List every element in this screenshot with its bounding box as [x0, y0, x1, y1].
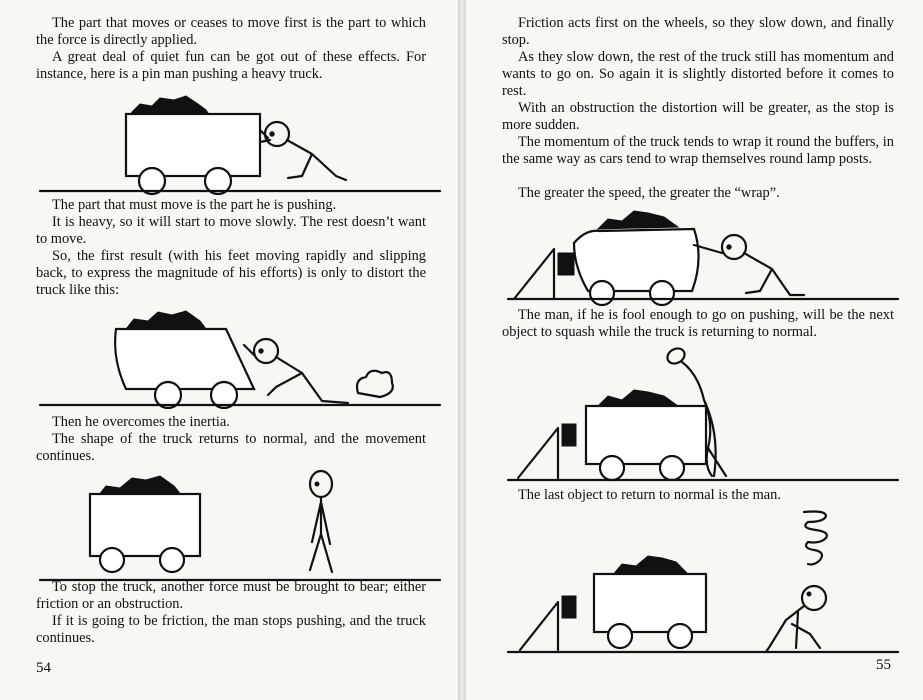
buffer-stop: [518, 428, 558, 478]
paragraph: Then he overcomes the inertia.: [52, 414, 230, 430]
man-body: [694, 245, 804, 295]
buffer: [562, 596, 576, 618]
paragraph: As they slow down, the rest of the truck still has momentum and wants to go on. So again it is slightly distorted before it comes to rest.: [502, 49, 894, 99]
illustration-man-dazed: [508, 508, 898, 654]
man-head: [265, 122, 289, 146]
truck-wheel: [650, 281, 674, 305]
paragraph: If it is going to be friction, the man stops pushing, and the truck continues.: [36, 613, 426, 646]
buffer: [558, 253, 574, 275]
page-number: 54: [36, 660, 51, 676]
truck-wheel: [600, 456, 624, 480]
truck-body: [594, 574, 706, 632]
truck-wheel: [608, 624, 632, 648]
buffer: [562, 424, 576, 446]
truck-wheel: [590, 281, 614, 305]
paragraph: The greater the speed, the greater the “wrap”.: [518, 185, 780, 201]
truck-body: [90, 494, 200, 556]
man-head: [722, 235, 746, 259]
truck-body: [115, 329, 254, 389]
paragraph: With an obstruction the distortion will be greater, as the stop is more sudden.: [502, 100, 894, 133]
truck-body: [126, 114, 260, 176]
man-body: [766, 606, 820, 652]
buffer-stop: [514, 249, 554, 299]
paragraph: A great deal of quiet fun can be got out of these effects. For instance, here is a pin man pushing a heavy truck.: [36, 49, 426, 82]
coal-load: [598, 211, 678, 229]
illustration-truck-wrap: [508, 205, 898, 305]
man-head: [310, 471, 332, 497]
truck-wheel: [160, 548, 184, 572]
truck-body: [586, 406, 706, 464]
truck-body: [574, 229, 699, 291]
paragraph: The shape of the truck returns to normal, and the movement continues.: [36, 431, 426, 464]
coal-load: [598, 390, 678, 406]
page-number: 55: [876, 657, 891, 673]
paragraph: The part that must move is the part he is pushing.: [52, 197, 337, 213]
coal-load: [126, 311, 206, 329]
illustration-truck-normal: [40, 468, 440, 580]
truck-wheel: [100, 548, 124, 572]
man-head: [802, 586, 826, 610]
truck-wheel: [660, 456, 684, 480]
paragraph: Friction acts first on the wheels, so they slow down, and finally stop.: [502, 15, 894, 48]
dizzy-spiral: [804, 512, 827, 565]
paragraph: To stop the truck, another force must be brought to bear; either friction or an obstruction.: [36, 579, 426, 612]
book-gutter: [458, 0, 466, 700]
man-body: [310, 497, 332, 572]
truck-wheel: [668, 624, 692, 648]
dust-cloud: [357, 371, 393, 397]
buffer-stop: [520, 602, 558, 650]
illustration-pushing-truck: [40, 92, 440, 197]
paragraph: So, the first result (with his feet moving rapidly and slipping back, to express the magnitude of his efforts) is only to distort the truck like this:: [36, 248, 426, 298]
paragraph: The last object to return to normal is the man.: [518, 487, 781, 503]
illustration-distorted-truck: [40, 307, 440, 411]
paragraph: The man, if he is fool enough to go on pushing, will be the next object to squash while the truck is returning to normal.: [502, 307, 894, 340]
paragraph: The momentum of the truck tends to wrap it round the buffers, in the same way as cars tend to wrap themselves round lamp posts.: [502, 134, 894, 167]
man-head: [254, 339, 278, 363]
man-body: [244, 345, 348, 403]
paragraph: It is heavy, so it will start to move slowly. The rest doesn’t want to move.: [36, 214, 426, 247]
paragraph: The part that moves or ceases to move first is the part to which the force is directly applied.: [36, 15, 426, 48]
illustration-man-squashed: [508, 344, 898, 482]
man-body: [260, 130, 346, 180]
